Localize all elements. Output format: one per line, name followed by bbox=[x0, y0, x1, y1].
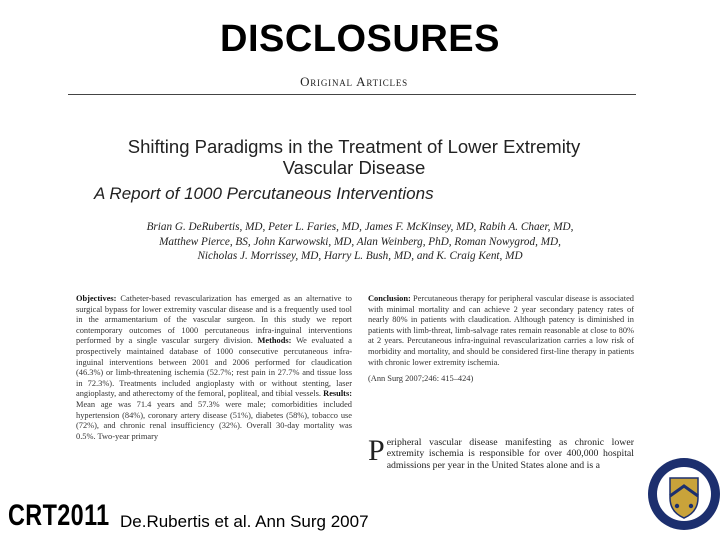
seal-star-1 bbox=[675, 504, 679, 508]
results-text: Mean age was 71.4 years and 57.3% were male; comorbidities included hypertension (84%), coronary artery disease (51%), diabetes (58%), tobacco use (72%), and chronic renal insufficiency (32%). Overall 30-day mortality was 0.5%. Two-year primary bbox=[76, 399, 352, 441]
author-list bbox=[80, 220, 640, 264]
objectives-label: Objectives: bbox=[76, 294, 117, 303]
conclusion-text: Percutaneous therapy for peripheral vascular disease is associated with minimal mortality and can achieve 2 year secondary patency rates of nearly 80% in patients with claudication. Although patency is diminished in patients with limb-threat, limb-salvage rates remain reasonable at close to 80% at 2 years. Percutaneous infra-inguinal revascularization carries a low risk of morbidity and mortality, and should be considered first-line therapy in patients with chronic lower extremity ischemia. bbox=[368, 294, 634, 367]
authors-line2: Matthew Pierce, BS, John Karwowski, MD, Alan Weinberg, PhD, Roman Nowygrod, MD, bbox=[159, 235, 561, 248]
introduction-paragraph bbox=[368, 434, 634, 471]
seal-star-2 bbox=[689, 504, 693, 508]
abstract-left-column bbox=[76, 294, 352, 482]
abstract-right-column bbox=[368, 294, 634, 385]
seal-shield bbox=[670, 478, 698, 518]
authors-line1: Brian G. DeRubertis, MD, Peter L. Faries, MD, James F. McKinsey, MD, Rabih A. Chaer, MD, bbox=[146, 221, 574, 233]
slide-caption: De.Rubertis et al. Ann Surg 2007 bbox=[120, 512, 369, 531]
methods-label: Methods: bbox=[257, 336, 292, 346]
objectives-text: Catheter-based revascularization has emerged as an alternative to surgical bypass for lower extremity vascular disease and is a frequently used tool in the armamentarium of the vascular surgeon. In this study we report contemporary outcomes of 1000 percutaneous infra-inguinal interventions performed by a single vascular surgery division. bbox=[76, 294, 352, 346]
crt-logo: CRT2011 bbox=[8, 499, 110, 532]
paper-title bbox=[68, 136, 640, 178]
introduction-text: eripheral vascular disease manifesting as chronic lower extremity ischemia is responsible for over 400,000 hospital admissions per year in the United States alone and is a bbox=[386, 437, 634, 471]
header-rule bbox=[68, 94, 636, 95]
drop-cap: P bbox=[368, 434, 385, 467]
section-header: Original Articles bbox=[300, 74, 408, 89]
conclusion-label: Conclusion: bbox=[368, 294, 411, 303]
paper-title-line2: Vascular Disease bbox=[282, 157, 426, 178]
paper-excerpt bbox=[68, 68, 640, 482]
paper-subtitle: A Report of 1000 Percutaneous Interventions bbox=[94, 184, 434, 203]
authors-line3: Nicholas J. Morrissey, MD, Harry L. Bush, MD, and K. Craig Kent, MD bbox=[197, 250, 523, 262]
citation: (Ann Surg 2007;246: 415–424) bbox=[368, 374, 474, 384]
methods-text: We evaluated a prospectively maintained database of 1000 consecutive percutaneous infra-inguinal interventions between 2001 and 2006 performed for claudication (46.3%) or limb-threatening ischemia (52.7%; rest pain in 27.7% and tissue loss in 72.3%). Treatments included angioplasty with or without stenting, laser angioplasty, and atherectomy of the femoral, popliteal, and tibial vessels. bbox=[76, 336, 352, 399]
results-label: Results: bbox=[323, 389, 352, 399]
university-seal-icon bbox=[640, 440, 720, 540]
paper-title-line1: Shifting Paradigms in the Treatment of Lower Extremity bbox=[127, 136, 581, 157]
slide-title: DISCLOSURES bbox=[220, 18, 500, 60]
